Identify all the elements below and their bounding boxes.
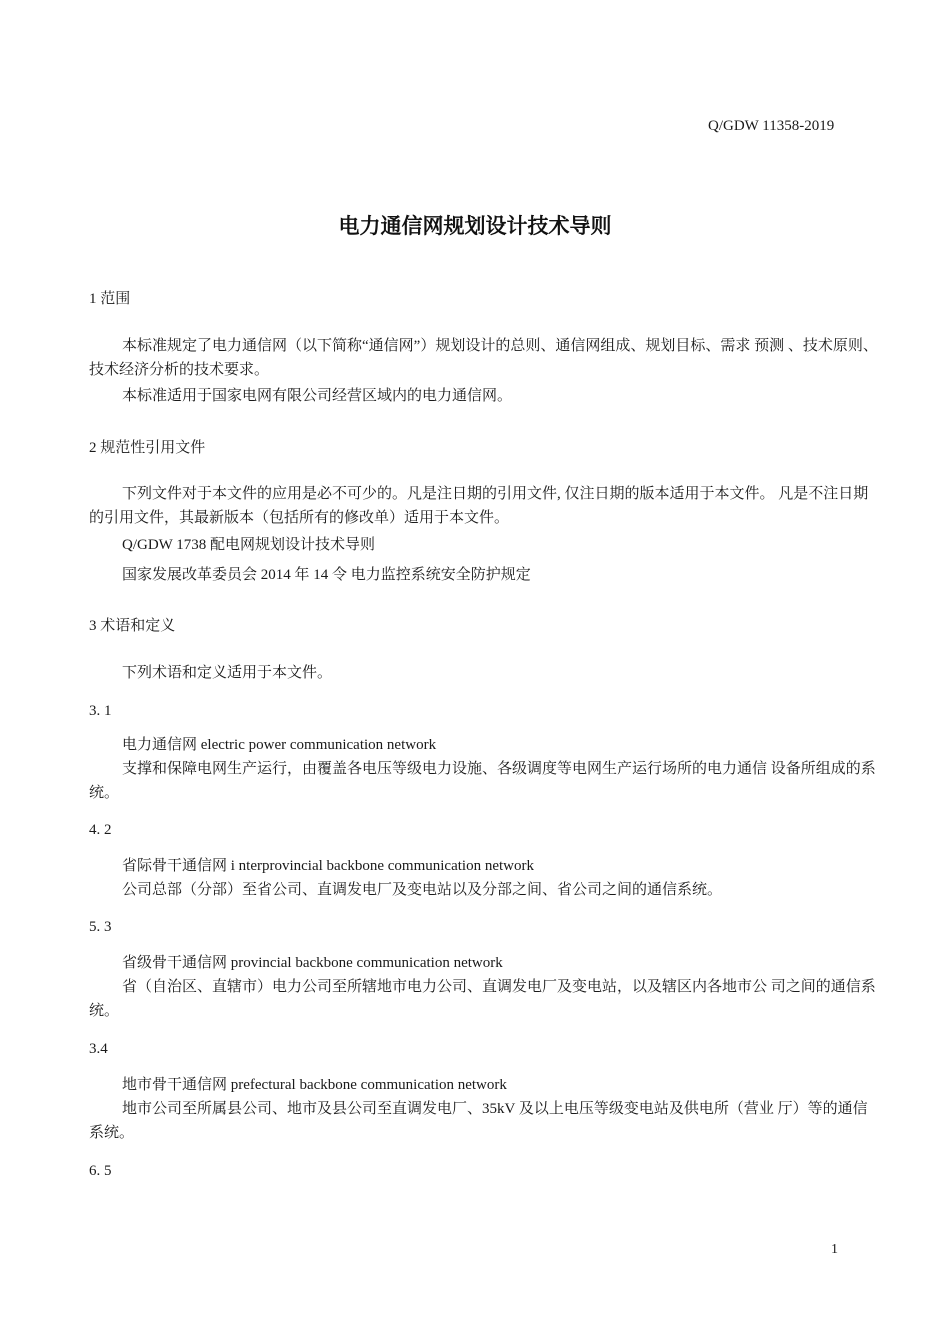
term-number: 5. 3 [89,919,112,935]
paragraph: 本标准适用于国家电网有限公司经营区域内的电力通信网。 [122,388,513,404]
page-number: 1 [831,1242,838,1257]
term-definition: 地市公司至所属县公司、地市及县公司至直调发电厂、35kV 及以上电压等级变电站及供电所（营业 厅）等的通信系统。 [89,1101,868,1141]
standard-code: Q/GDW 11358-2019 [708,118,835,134]
paragraph: 本标准规定了电力通信网（以下简称“通信网”）规划设计的总则、通信网组成、规划目标、需求 预测 、技术原则、技术经济分析的技术要求。 [89,338,878,378]
term-number: 4. 2 [89,822,112,838]
term-number: 3. 1 [89,703,112,719]
reference-item: Q/GDW 1738 配电网规划设计技术导则 [122,537,376,553]
term-definition: 公司总部（分部）至省公司、直调发电厂及变电站以及分部之间、省公司之间的通信系统。 [122,882,723,898]
term-definition: 支撑和保障电网生产运行，由覆盖各电压等级电力设施、各级调度等电网生产运行场所的电力通信 设备所组成的系统。 [89,761,876,801]
term-name: 电力通信网 electric power communication network [122,737,437,753]
paragraph: 下列术语和定义适用于本文件。 [122,665,333,681]
term-name: 省际骨干通信网 i nterprovincial backbone communication network [122,858,534,874]
term-name: 地市骨干通信网 prefectural backbone communication network [122,1077,507,1093]
section-heading-normative-references: 2 规范性引用文件 [89,440,206,456]
section-heading-scope: 1 范围 [89,291,131,307]
paragraph: 下列文件对于本文件的应用是必不可少的。凡是注日期的引用文件, 仅注日期的版本适用于本文件。 凡是不注日期的引用文件，其最新版本（包括所有的修改单）适用于本文件。 [89,486,869,526]
term-definition: 省（自治区、直辖市）电力公司至所辖地市电力公司、直调发电厂及变电站，以及辖区内各地市公 司之间的通信系统。 [89,979,876,1019]
term-number: 6. 5 [89,1163,112,1179]
reference-item: 国家发展改革委员会 2014 年 14 令 电力监控系统安全防护规定 [122,567,531,583]
document-title: 电力通信网规划设计技术导则 [338,214,612,238]
term-name: 省级骨干通信网 provincial backbone communication network [122,955,503,971]
section-heading-terms: 3 术语和定义 [89,618,176,634]
term-number: 3.4 [89,1041,108,1057]
